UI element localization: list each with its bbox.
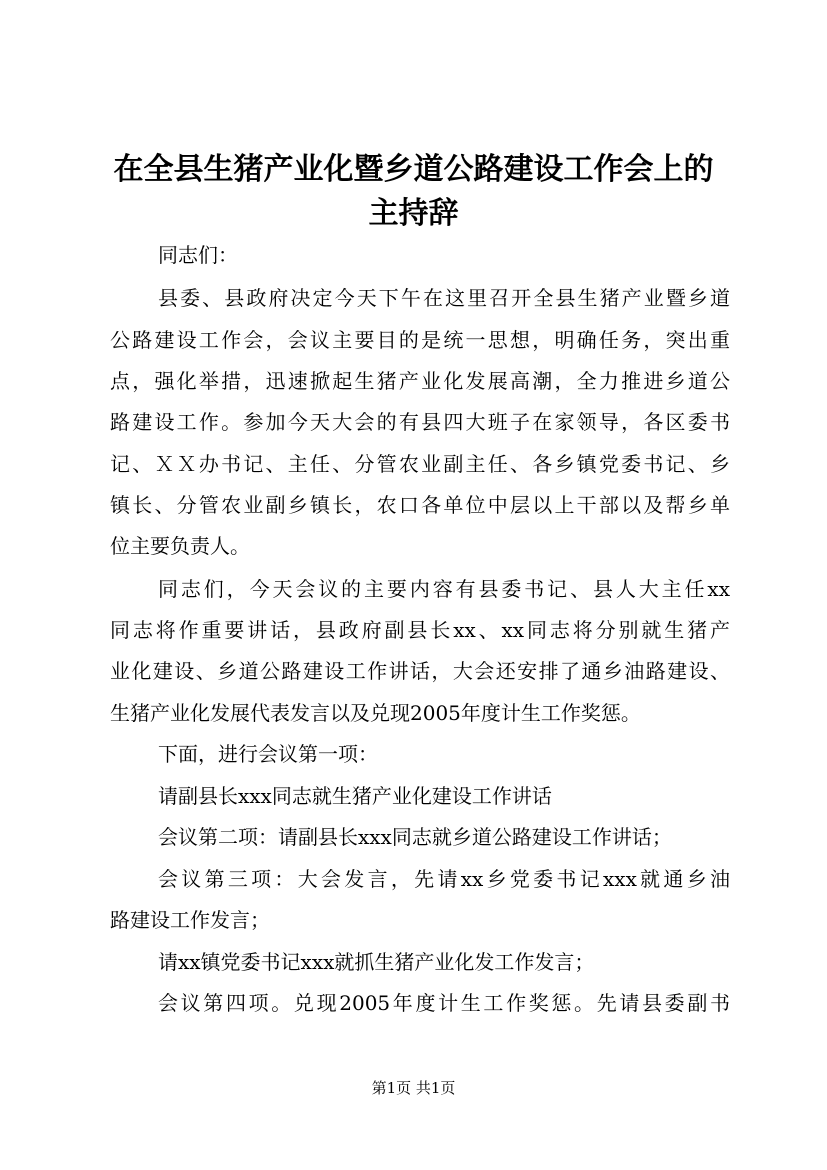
paragraph-line: 请副县长xxx同志就生猪产业化建设工作讲话 <box>158 784 552 808</box>
page-footer: 第1页 共1页 <box>371 1079 456 1097</box>
paragraph-line: 业化建设、乡道公路建设工作讲话，大会还安排了通乡油路建设、 <box>110 659 730 683</box>
paragraph-line: 位主要负责人。 <box>110 534 250 558</box>
paragraph-line: 会议第二项：请副县长xxx同志就乡道公路建设工作讲话； <box>158 825 672 849</box>
paragraph-line: 路建设工作。参加今天大会的有县四大班子在家领导，各区委书 <box>110 410 730 434</box>
paragraph-line: 下面，进行会议第一项： <box>158 742 378 766</box>
paragraph-line: 县委、县政府决定今天下午在这里召开全县生猪产业暨乡道 <box>158 286 730 310</box>
paragraph-line: 会议第四项。兑现2005年度计生工作奖惩。先请县委副书 <box>158 991 730 1015</box>
document-title-line-2: 主持辞 <box>368 196 459 231</box>
paragraph-line: 请xx镇党委书记xxx就抓生猪产业化发工作发言； <box>158 950 595 974</box>
paragraph-line: 镇长、分管农业副乡镇长，农口各单位中层以上干部以及帮乡单 <box>110 493 730 517</box>
salutation: 同志们： <box>158 243 238 267</box>
paragraph-line: 同志们，今天会议的主要内容有县委书记、县人大主任xx <box>158 577 730 601</box>
paragraph-line: 公路建设工作会，会议主要目的是统一思想，明确任务，突出重 <box>110 328 730 352</box>
paragraph-line: 点，强化举措，迅速掀起生猪产业化发展高潮，全力推进乡道公 <box>110 369 730 393</box>
paragraph-line: 路建设工作发言； <box>110 908 270 932</box>
paragraph-line: 记、ＸＸ办书记、主任、分管农业副主任、各乡镇党委书记、乡 <box>110 452 730 476</box>
paragraph-line: 会议第三项：大会发言，先请xx乡党委书记xxx就通乡油 <box>158 867 730 891</box>
document-title-line-1: 在全县生猪产业化暨乡道公路建设工作会上的 <box>113 152 714 187</box>
paragraph-line: 同志将作重要讲话，县政府副县长xx、xx同志将分别就生猪产 <box>110 618 730 642</box>
paragraph-line: 生猪产业化发展代表发言以及兑现2005年度计生工作奖惩。 <box>110 701 641 725</box>
